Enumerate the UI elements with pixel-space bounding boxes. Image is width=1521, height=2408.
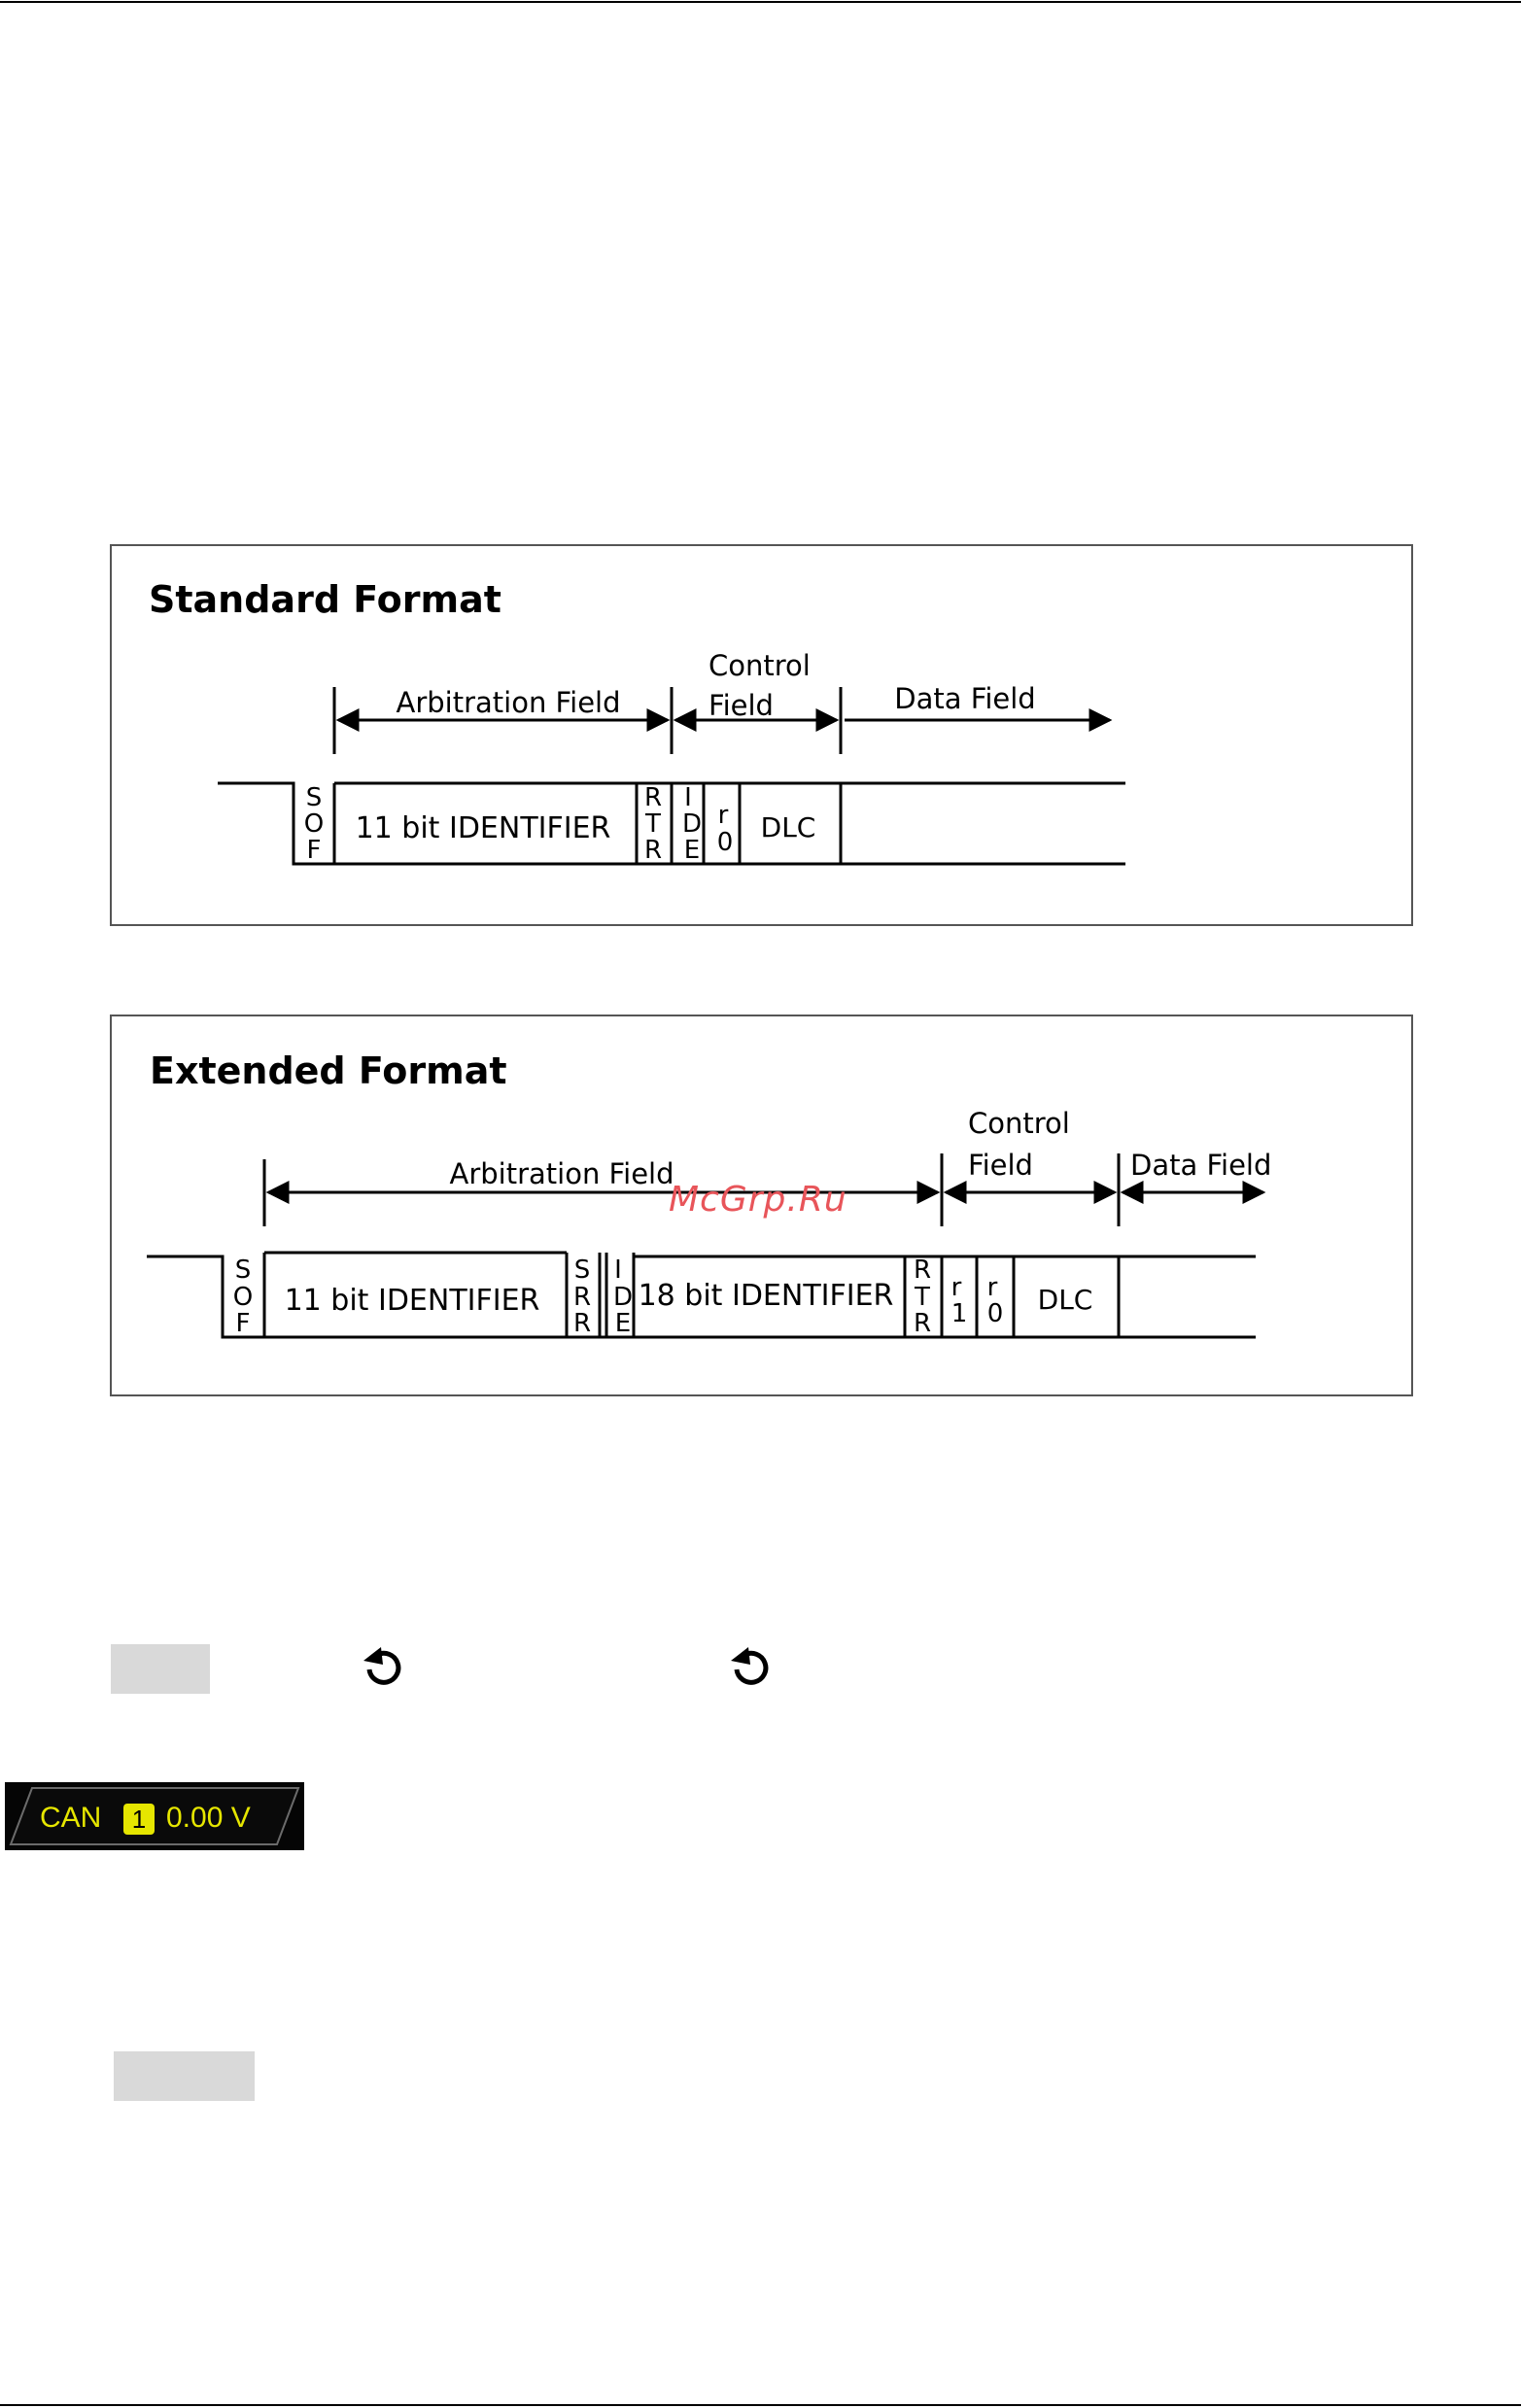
standard-ide-d: D (681, 809, 703, 839)
rotate-knob-icon[interactable] (358, 1643, 412, 1690)
watermark: McGrp.Ru (669, 1180, 847, 1220)
standard-arbitration-label: Arbitration Field (396, 686, 621, 719)
extended-r1-r: r (951, 1273, 962, 1302)
can-badge-graphic (5, 1782, 304, 1850)
extended-sof-o: O (232, 1283, 254, 1312)
standard-control-label-line1: Control (709, 649, 811, 682)
standard-format-title: Standard Format (149, 578, 501, 621)
extended-ide-i: I (614, 1256, 622, 1285)
extended-control-label-line1: Control (968, 1107, 1070, 1140)
extended-sof-f: F (235, 1309, 251, 1338)
standard-sof-f: F (306, 836, 322, 865)
extended-control-label-line2: Field (968, 1149, 1033, 1182)
standard-identifier: 11 bit IDENTIFIER (355, 811, 611, 845)
standard-ide-e: E (683, 836, 701, 865)
can-protocol-label: CAN (40, 1802, 102, 1834)
standard-rtr-r2: R (643, 836, 663, 865)
extended-identifier-11: 11 bit IDENTIFIER (284, 1284, 540, 1318)
extended-rtr-t: T (915, 1283, 930, 1312)
standard-ide-i: I (684, 783, 692, 812)
standard-r0-0: 0 (716, 828, 734, 857)
extended-identifier-18: 18 bit IDENTIFIER (638, 1279, 894, 1313)
standard-r0-r: r (717, 801, 729, 830)
extended-rtr-r1: R (913, 1256, 932, 1285)
standard-dlc: DLC (760, 811, 816, 843)
extended-data-label: Data Field (1130, 1149, 1272, 1182)
extended-srr-r1: R (572, 1283, 592, 1312)
channel-number: 1 (131, 1805, 147, 1834)
extended-ide-e: E (614, 1309, 632, 1338)
standard-rtr-t: T (645, 809, 661, 839)
extended-srr-r2: R (572, 1309, 592, 1338)
extended-r0-r: r (986, 1273, 998, 1302)
extended-r1-1: 1 (951, 1299, 968, 1328)
extended-rtr-r2: R (913, 1309, 932, 1338)
standard-bit-frame (218, 783, 1125, 864)
extended-ide-d: D (612, 1283, 634, 1312)
standard-data-label: Data Field (894, 682, 1036, 715)
can-trigger-status-badge (5, 1782, 304, 1850)
rotate-knob-icon[interactable] (725, 1643, 779, 1690)
extended-format-title: Extended Format (150, 1049, 507, 1092)
extended-sof-s: S (234, 1256, 252, 1285)
extended-arbitration-label: Arbitration Field (449, 1157, 674, 1190)
extended-dlc: DLC (1037, 1284, 1093, 1316)
extended-srr-s: S (573, 1256, 591, 1285)
standard-sof-s: S (305, 783, 323, 812)
menu-key-placeholder-2[interactable] (114, 2051, 255, 2101)
standard-rtr-r1: R (643, 783, 663, 812)
menu-key-placeholder[interactable] (111, 1644, 210, 1694)
trigger-level: 0.00 V (166, 1802, 251, 1834)
extended-r0-0: 0 (986, 1299, 1004, 1328)
standard-control-label-line2: Field (709, 689, 774, 722)
standard-sof-o: O (303, 809, 325, 839)
